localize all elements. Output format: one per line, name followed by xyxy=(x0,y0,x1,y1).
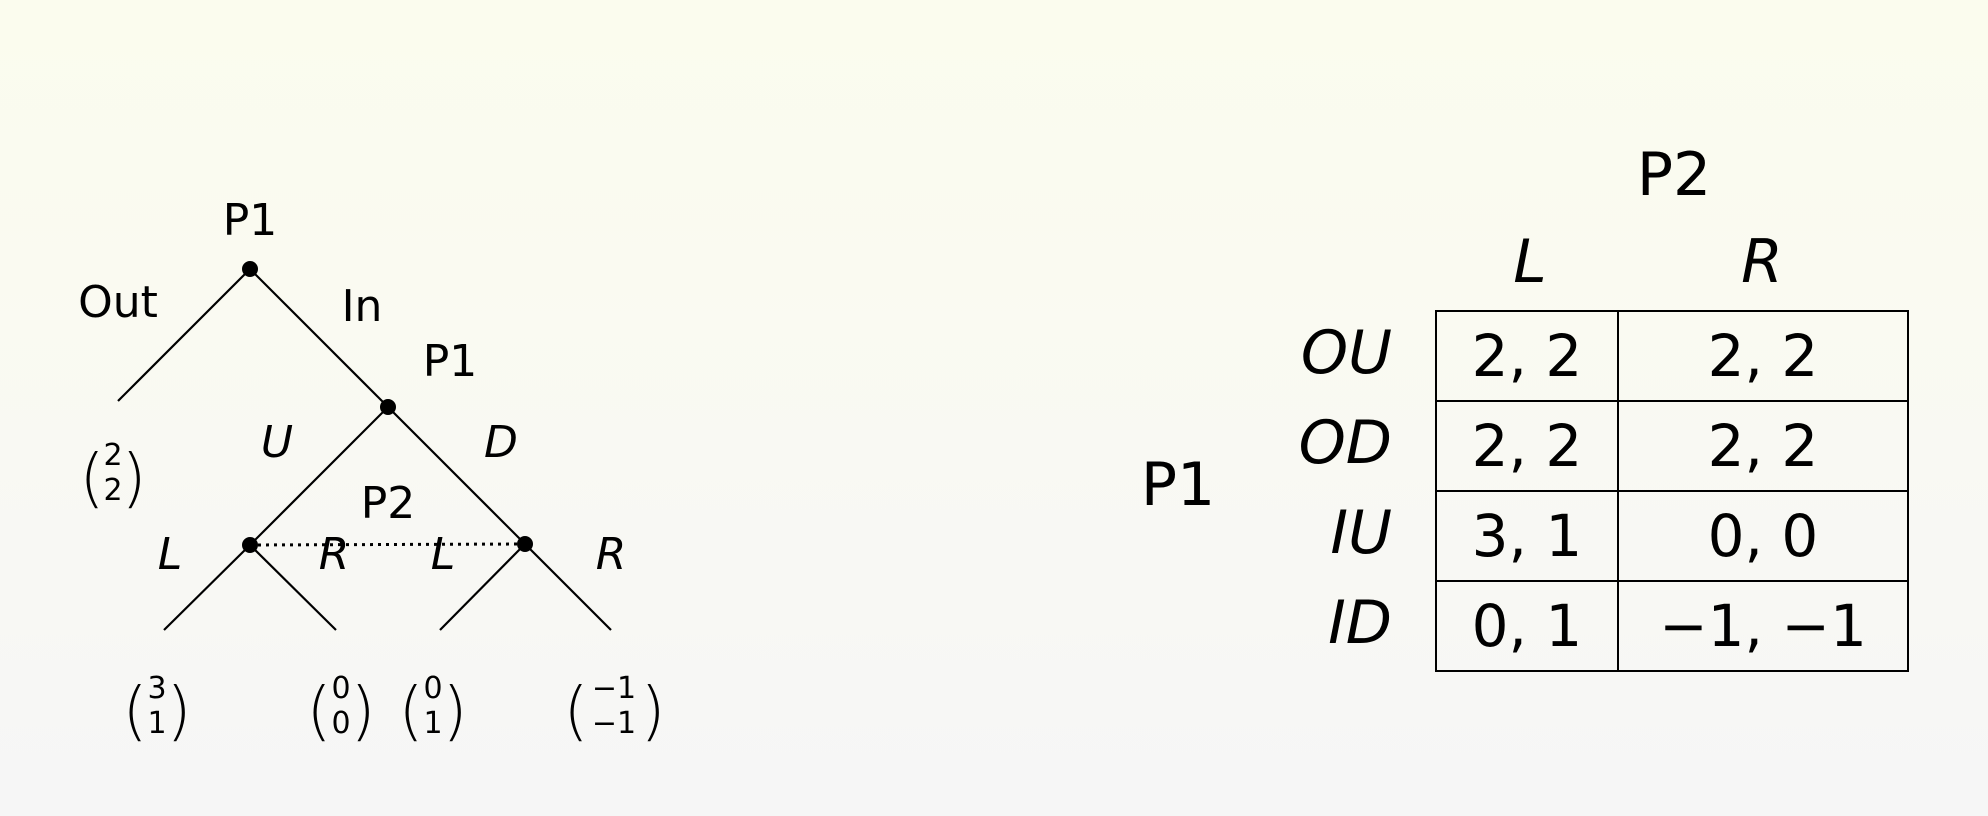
root-player-label: P1 xyxy=(222,195,278,246)
node-root xyxy=(242,261,258,277)
cell-ou-l: 2, 2 xyxy=(1471,322,1583,390)
left-action-label-b: L xyxy=(430,529,456,580)
paren-close: ) xyxy=(121,442,147,516)
payoff-dl-p2: 1 xyxy=(423,706,443,741)
down-action-label: D xyxy=(484,417,518,468)
column-header-r: R xyxy=(1741,227,1783,297)
cell-id-r: −1, −1 xyxy=(1659,592,1867,660)
payoff-down-left xyxy=(399,671,468,749)
payoff-out-p1: 2 xyxy=(103,438,123,473)
row-header-od: OD xyxy=(1298,408,1392,478)
payoff-ul-p1: 3 xyxy=(147,671,167,706)
tree-labels xyxy=(78,195,626,580)
row-player-label: P1 xyxy=(1140,450,1216,520)
paren-open: ( xyxy=(122,675,148,749)
paren-close: ) xyxy=(640,675,666,749)
cell-od-r: 2, 2 xyxy=(1707,412,1819,480)
second-player-label: P1 xyxy=(422,336,478,387)
paren-open: ( xyxy=(398,675,424,749)
payoff-matrix xyxy=(1141,140,1908,671)
paren-close: ) xyxy=(166,675,192,749)
row-header-ou: OU xyxy=(1300,318,1392,388)
right-action-label-b: R xyxy=(595,529,627,580)
out-action-label: Out xyxy=(78,277,158,328)
paren-close: ) xyxy=(350,675,376,749)
node-p2-left xyxy=(242,537,258,553)
row-header-id: ID xyxy=(1328,588,1392,658)
in-action-label: In xyxy=(341,281,383,332)
cell-iu-r: 0, 0 xyxy=(1707,502,1819,570)
payoff-out-p2: 2 xyxy=(103,473,123,508)
payoff-dr-p2: −1 xyxy=(591,706,637,741)
cell-ou-r: 2, 2 xyxy=(1707,322,1819,390)
paren-close: ) xyxy=(442,675,468,749)
info-player-label: P2 xyxy=(360,478,416,529)
payoff-up-left xyxy=(123,671,192,749)
payoff-ur-p2: 0 xyxy=(331,706,351,741)
left-action-label-a: L xyxy=(157,529,183,580)
paren-open: ( xyxy=(306,675,332,749)
payoff-down-right xyxy=(564,671,666,749)
payoff-dl-p1: 0 xyxy=(423,671,443,706)
payoff-ul-p2: 1 xyxy=(147,706,167,741)
payoff-up-right xyxy=(307,671,376,749)
row-header-iu: IU xyxy=(1330,498,1392,568)
cell-od-l: 2, 2 xyxy=(1471,412,1583,480)
payoff-out xyxy=(80,438,147,516)
cell-id-l: 0, 1 xyxy=(1471,592,1583,660)
node-p1-second xyxy=(380,399,396,415)
information-set-line xyxy=(250,544,525,545)
column-player-label: P2 xyxy=(1636,140,1712,210)
column-header-l: L xyxy=(1513,227,1547,297)
paren-open: ( xyxy=(563,675,589,749)
payoff-ur-p1: 0 xyxy=(331,671,351,706)
node-p2-right xyxy=(517,536,533,552)
right-action-label-a: R xyxy=(318,529,350,580)
up-action-label: U xyxy=(260,417,294,468)
payoff-dr-p1: −1 xyxy=(591,671,637,706)
cell-iu-l: 3, 1 xyxy=(1471,502,1583,570)
paren-open: ( xyxy=(79,442,105,516)
